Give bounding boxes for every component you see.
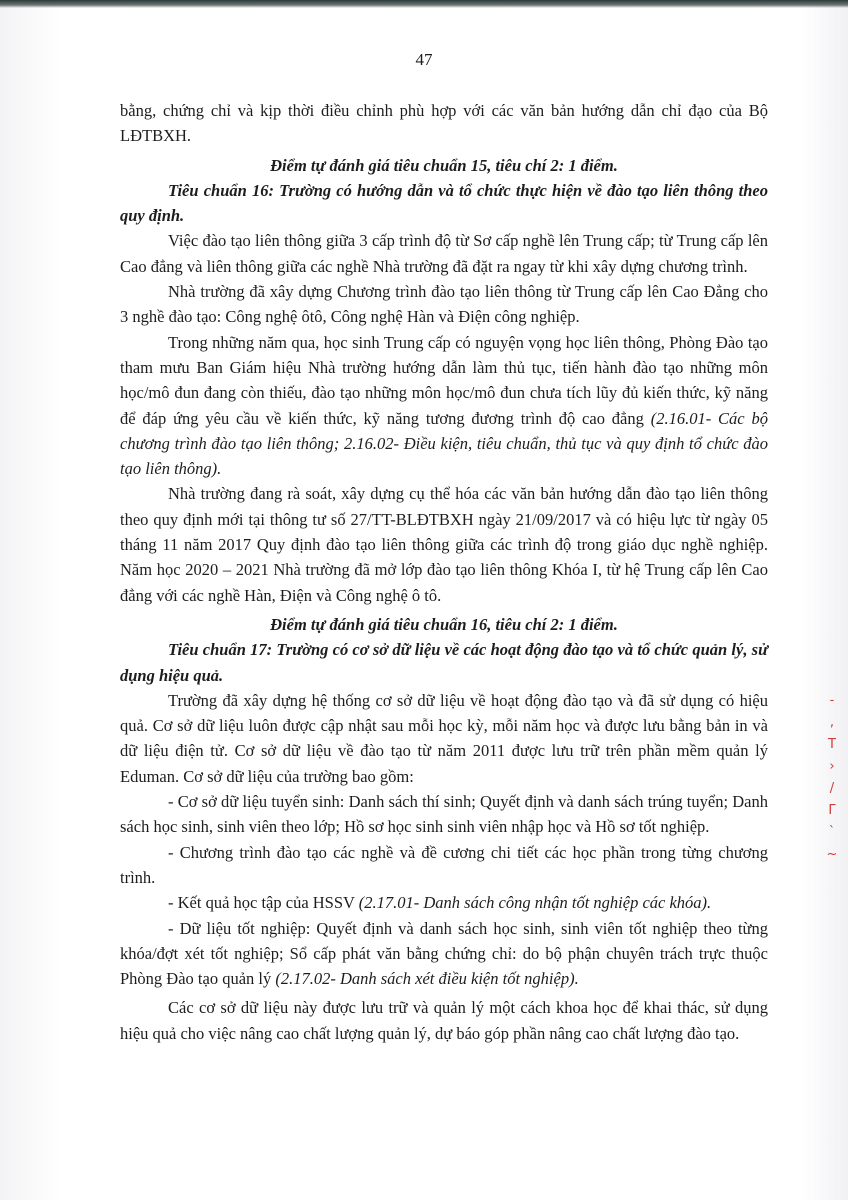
page-number: 47 <box>415 50 433 69</box>
paragraph-regulation-review: Nhà trường đang rà soát, xây dựng cụ thể hóa các văn bản hướng dẫn đào tạo liên thông theo quy định mới tại thông tư số 27/TT-BLĐTBXH ngày 21/09/2017 và có hiệu lực từ ngày 05 tháng 11 năm 2017 Quy định đào tạo liên thông giữa các trình độ trong giáo dục nghề nghiệp. Năm học 2020 – 2021 Nhà trường đã mở lớp đào tạo liên thông Khóa I, từ hệ Trung cấp lên Cao đẳng với các nghề Hàn, Điện và Công nghệ ô tô. <box>120 484 768 605</box>
heading-standard-17: Tiêu chuẩn 17: Trường có cơ sở dữ liệu về các hoạt động đào tạo và tổ chức quản lý, sử dụng hiệu quả. <box>120 640 768 685</box>
paragraph-program-built: Nhà trường đã xây dựng Chương trình đào tạo liên thông từ Trung cấp lên Cao Đẳng cho 3 nghề đào tạo: Công nghệ ôtô, Công nghệ Hàn và Điện công nghiệp. <box>120 282 768 327</box>
paragraph-conclusion: Các cơ sở dữ liệu này được lưu trữ và quản lý một cách khoa học để khai thác, sử dụng hiệu quả cho việc nâng cao chất lượng quản lý, dự báo góp phần nâng cao chất lượng đào tạo. <box>120 998 768 1043</box>
list-item-curricula: - Chương trình đào tạo các nghề và đề cương chi tiết các học phần trong từng chương trình. <box>120 842 768 887</box>
document-body <box>120 98 768 1046</box>
scan-top-edge <box>0 0 848 8</box>
list-item-admissions-data: - Cơ sở dữ liệu tuyển sinh: Danh sách thí sinh; Quyết định và danh sách trúng tuyển; Danh sách học sinh, sinh viên theo lớp; Hồ sơ học sinh sinh viên nhập học và Hồ sơ tốt nghiệp. <box>120 792 768 837</box>
evidence-reference: (2.17.02- Danh sách xét điều kiện tốt nghiệp). <box>275 969 579 989</box>
list-item-graduation-data: - Dữ liệu tốt nghiệp: Quyết định và danh sách học sinh, sinh viên tốt nghiệp theo từng khóa/đợt xét tốt nghiệp; Sổ cấp phát văn bằng chứng chỉ: do bộ phận chuyên trách trực thuộc Phòng Đào tạo quản lý (2.17.02- Danh sách xét điều kiện tốt nghiệp). <box>120 918 768 989</box>
evidence-reference: (2.16.01- Các bộ chương trình đào tạo liên thông; 2.16.02- Điều kiện, tiêu chuẩn, thủ tục và quy định tổ chức đào tạo liên thông). <box>120 408 768 479</box>
paragraph-continuation: bằng, chứng chỉ và kịp thời điều chỉnh phù hợp với các văn bản hướng dẫn chỉ đạo của Bộ LĐTBXH. <box>120 101 768 146</box>
paragraph-training-process: Trong những năm qua, học sinh Trung cấp có nguyện vọng học liên thông, Phòng Đào tạo tham mưu Ban Giám hiệu Nhà trường hướng dẫn làm thủ tục, tiến hành đào tạo những môn học/mô đun đang còn thiếu, đào tạo những môn học/mô đun chưa tích lũy đủ kiến thức, kỹ năng để đáp ứng yêu cầu về kiến thức, kỹ năng tương đương trình độ cao đẳng (2.16.01- Các bộ chương trình đào tạo liên thông; 2.16.02- Điều kiện, tiêu chuẩn, thủ tục và quy định tổ chức đào tạo liên thông). <box>120 332 768 479</box>
margin-scan-marks: - , T › / Γ ` ~ <box>826 693 838 862</box>
paragraph-interconnection-levels: Việc đào tạo liên thông giữa 3 cấp trình độ từ Sơ cấp nghề lên Trung cấp; từ Trung cấp lên Cao đẳng và liên thông giữa các nghề Nhà trường đã đặt ra ngay từ khi xây dựng chương trình. <box>120 231 768 276</box>
evidence-reference: (2.17.01- Danh sách công nhận tốt nghiệp các khóa). <box>358 893 712 913</box>
list-item-study-results: - Kết quả học tập của HSSV (2.17.01- Danh sách công nhận tốt nghiệp các khóa). <box>168 893 712 913</box>
paragraph-database-system: Trường đã xây dựng hệ thống cơ sở dữ liệu về hoạt động đào tạo và đã sử dụng có hiệu quả. Cơ sở dữ liệu luôn được cập nhật sau mỗi học kỳ, mỗi năm học và được lưu bằng bản in và dữ liệu điện tử. Cơ sở dữ liệu về đào tạo từ năm 2011 được lưu trữ trên phần mềm quản lý Eduman. Cơ sở dữ liệu của trường bao gồm: <box>120 690 768 786</box>
self-score-standard-16: Điểm tự đánh giá tiêu chuẩn 16, tiêu chí 2: 1 điểm. <box>270 614 618 634</box>
self-score-standard-15: Điểm tự đánh giá tiêu chuẩn 15, tiêu chí 2: 1 điểm. <box>270 155 618 175</box>
heading-standard-16: Tiêu chuẩn 16: Trường có hướng dẫn và tổ chức thực hiện về đào tạo liên thông theo quy định. <box>120 180 768 226</box>
